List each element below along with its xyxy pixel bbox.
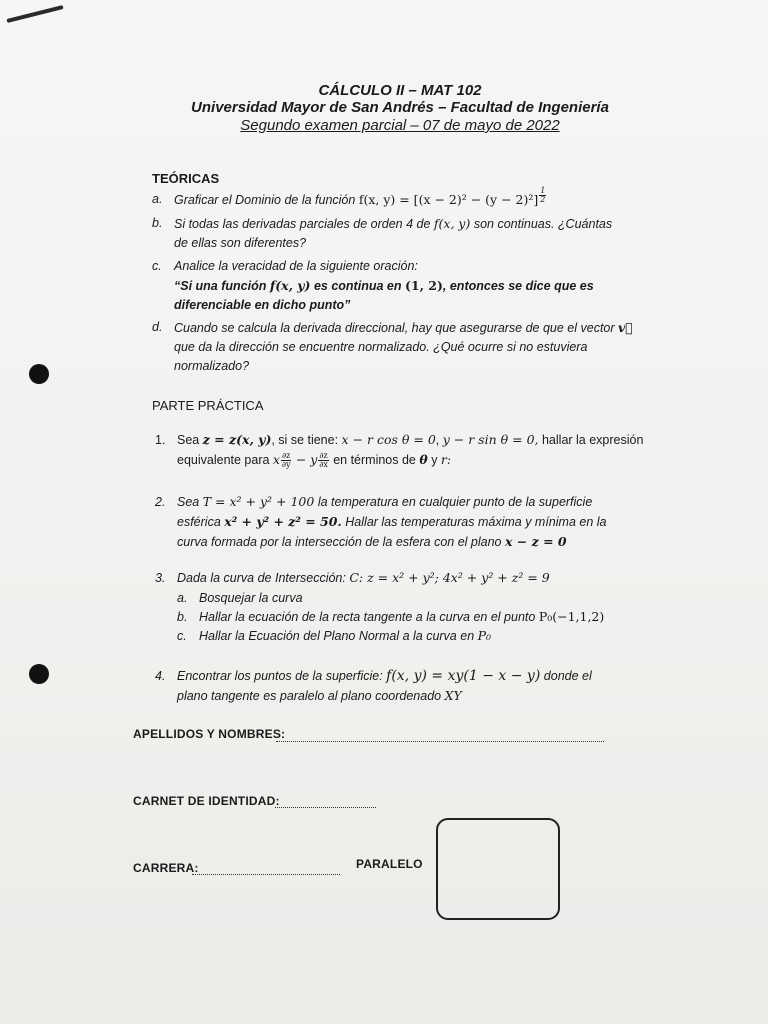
theory-heading: TEÓRICAS (152, 171, 220, 186)
problem-2: 2. Sea T = x² + y² + 100 la temperatura en cualquier punto de la superficie esférica x² + y² + z² = 50. Hallar las temperaturas máxima y mínima en la curva formada por la intersección de la esfera con el plano x − z = 0 (155, 494, 607, 549)
university-name: Universidad Mayor de San Andrés – Facultad de Ingeniería (191, 99, 609, 116)
punch-hole (29, 664, 49, 684)
item-label: d. (152, 320, 163, 334)
pen-mark (6, 5, 63, 23)
subitem-c: c. Hallar la Ecuación del Plano Normal a la curva en P₀ (177, 628, 492, 643)
domain-formula: f(x, y) = [(x − 2)² − (y − 2)²] (358, 192, 539, 207)
problem-number: 4. (155, 669, 166, 683)
theory-item-c: c. Analice la veracidad de la siguiente oración: “Si una función f(x, y) es continua en (1, 2), entonces se dice que es diferenciable en dicho punto” (152, 259, 594, 312)
item-text: Graficar el Dominio de la función (174, 193, 356, 207)
practice-heading: PARTE PRÁCTICA (152, 398, 264, 413)
item-label: c. (152, 259, 162, 273)
career-field-line[interactable] (192, 873, 340, 875)
id-field-label: CARNET DE IDENTIDAD: (133, 794, 280, 808)
exponent-fraction: $\frac{1}{2}$ (540, 186, 546, 204)
item-label: b. (152, 216, 163, 230)
name-field-label: APELLIDOS Y NOMBRES: (133, 727, 286, 741)
parallel-box[interactable] (436, 818, 560, 920)
subitem-b: b. Hallar la ecuación de la recta tangente a la curva en el punto P₀(−1,1,2) (177, 609, 605, 624)
parallel-label: PARALELO (356, 857, 423, 871)
theory-item-d: d. Cuando se calcula la derivada direccional, hay que asegurarse de que el vector v⃗ que da la dirección se encuentre normalizado. ¿Qué ocurre si no estuviera normalizado? (152, 320, 633, 373)
problem-number: 1. (155, 433, 166, 447)
problem-number: 2. (155, 495, 166, 509)
theory-item-a (152, 186, 622, 212)
career-field-label: CARRERA: (133, 861, 199, 875)
item-label: a. (152, 192, 163, 206)
problem-4: 4. Encontrar los puntos de la superficie: f(x, y) = xy(1 − x − y) donde el plano tangente es paralelo al plano coordenado XY (155, 668, 592, 703)
partial-fraction: $\frac{\partial z}{\partial y}$ (281, 451, 291, 470)
problem-1: 1. Sea z = z(x, y), si se tiene: x − r cos θ = 0, y − r sin θ = 0, hallar la expresión equivalente para x $\frac{\partial z}{\partial y}$ − y $\frac{\partial z}{\partial x}$ en términos de θ y r: (155, 432, 644, 470)
theory-item-b: b. Si todas las derivadas parciales de orden 4 de f(x, y) son continuas. ¿Cuántas de ellas son diferentes? (152, 216, 613, 250)
partial-fraction: $\frac{\partial z}{\partial x}$ (319, 451, 328, 470)
vector-symbol: v⃗ (618, 320, 633, 335)
course-title: CÁLCULO II – MAT 102 (318, 82, 482, 99)
id-field-line[interactable] (275, 806, 376, 808)
subitem-a: a. Bosquejar la curva (177, 591, 303, 605)
problem-3: 3. Dada la curva de Intersección: C: z = x² + y²; 4x² + y² + z² = 9 a. Bosquejar la curva b. Hallar la ecuación de la recta tangente a la curva en el punto P₀(−1,1,2) c. Hallar la Ecuación del Plano Normal a la curva en P₀ (155, 568, 645, 648)
exam-subtitle: Segundo examen parcial – 07 de mayo de 2022 (240, 117, 560, 134)
function-formula: f(x, y) (433, 216, 471, 231)
problem-number: 3. (155, 571, 166, 585)
punch-hole (29, 364, 49, 384)
name-field-line[interactable] (276, 740, 604, 742)
